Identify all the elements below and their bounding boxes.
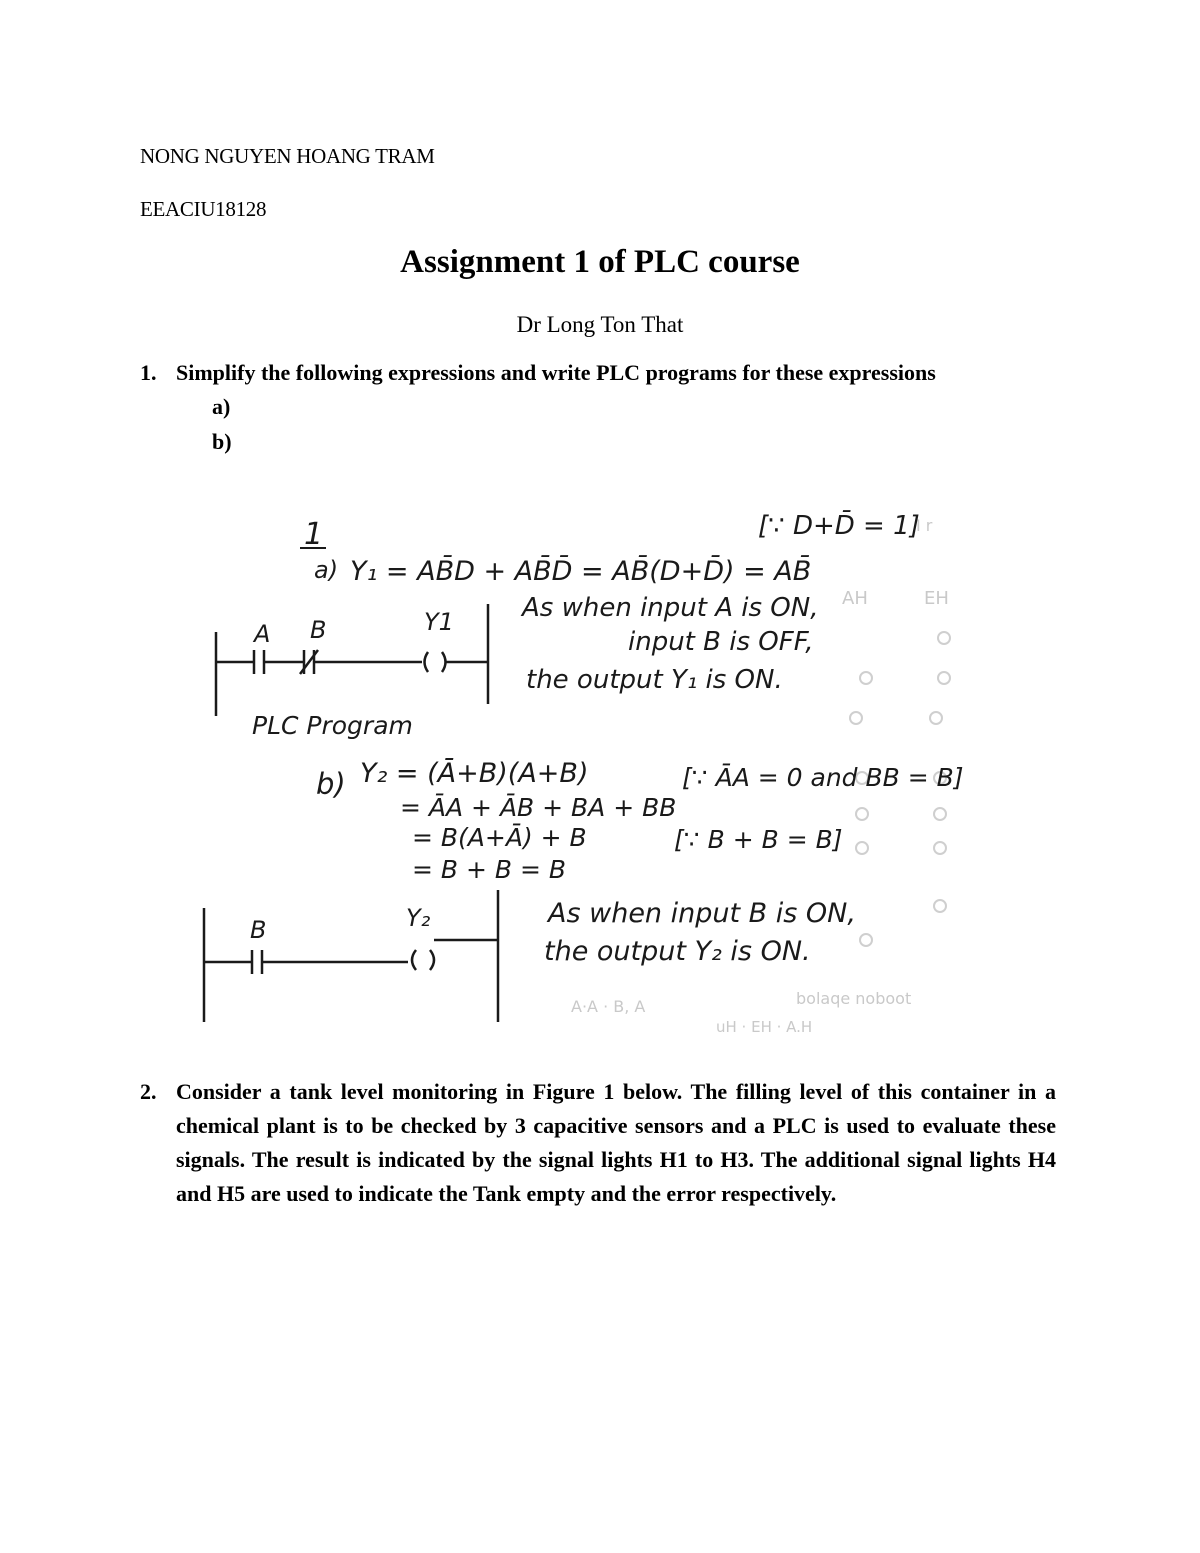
hw-part-a-note: [∵ D+D̄ = 1]	[758, 511, 920, 541]
student-name: NONG NGUYEN HOANG TRAM	[140, 144, 435, 168]
hw-part-a-label: a)	[314, 556, 339, 584]
question-1	[140, 360, 936, 386]
question-1-text: Simplify the following expressions and write PLC programs for these expressions	[176, 360, 936, 385]
hw-part-b-line3: = B(A+Ā) + B	[412, 823, 587, 852]
hw-part-b-line2: = ĀA + ĀB + BA + BB	[400, 793, 677, 822]
svg-text:EH: EH	[924, 588, 949, 609]
svg-text:AH: AH	[842, 588, 868, 609]
hw-part-b-note2: [∵ B + B = B]	[674, 825, 843, 854]
hw-part-b-note1: [∵ ĀA = 0 and BB = B]	[682, 763, 964, 792]
hw-b-explain-line2: the output Y₂ is ON.	[544, 936, 811, 967]
hw-part-b-line4: = B + B = B	[412, 855, 567, 884]
hw-rung2-coil: Y₂	[406, 904, 431, 932]
svg-text:I r: I r	[916, 516, 933, 535]
hw-a-explain-line3: the output Y₁ is ON.	[526, 665, 783, 695]
hw-question-number: 1	[304, 517, 324, 552]
hw-a-explain-line1: As when input A is ON,	[522, 593, 819, 623]
lecturer-name: Dr Long Ton That	[516, 312, 684, 337]
hw-plc-program-label: PLC Program	[252, 711, 413, 740]
svg-text:A·A · B, A: A·A · B, A	[571, 997, 646, 1016]
svg-text:uH · EH · A.H: uH · EH · A.H	[716, 1018, 813, 1036]
question-1-number: 1.	[140, 360, 157, 385]
handwritten-answer-scan	[176, 456, 996, 1056]
question-2-text: Consider a tank level monitoring in Figure 1 below. The filling level of this container in a chemical plant is to be checked by 3 capacitive sensors and a PLC is used to evaluate these signals. The result is indicated by the signal lights H1 to H3. The additional signal lights H4 and H5 are used to indicate the Tank empty and the error respectively.	[176, 1079, 1056, 1206]
hw-part-b-line1: Y₂ = (Ā+B)(A+B)	[360, 758, 589, 789]
hw-rung2-contact: B	[250, 916, 267, 944]
student-id: EEACIU18128	[140, 197, 267, 221]
question-2-number: 2.	[140, 1079, 157, 1104]
hw-rung1-contact-a: A	[254, 620, 271, 648]
hw-a-explain-line2: input B is OFF,	[628, 627, 814, 657]
svg-text:bolaqe noboot: bolaqe noboot	[796, 989, 912, 1008]
question-2	[140, 1075, 1056, 1211]
question-1-part-b: b)	[212, 429, 232, 454]
hw-part-b-label: b)	[316, 767, 346, 801]
hw-b-explain-line1: As when input B is ON,	[548, 898, 856, 929]
hw-rung1-contact-b: B	[310, 616, 327, 644]
assignment-title: Assignment 1 of PLC course	[400, 244, 800, 280]
hw-part-a-expression: Y₁ = AB̄D + AB̄D̄ = AB̄(D+D̄) = AB̄	[350, 556, 812, 587]
question-1-part-a: a)	[212, 394, 231, 419]
hw-rung1-coil: Y1	[424, 608, 454, 636]
